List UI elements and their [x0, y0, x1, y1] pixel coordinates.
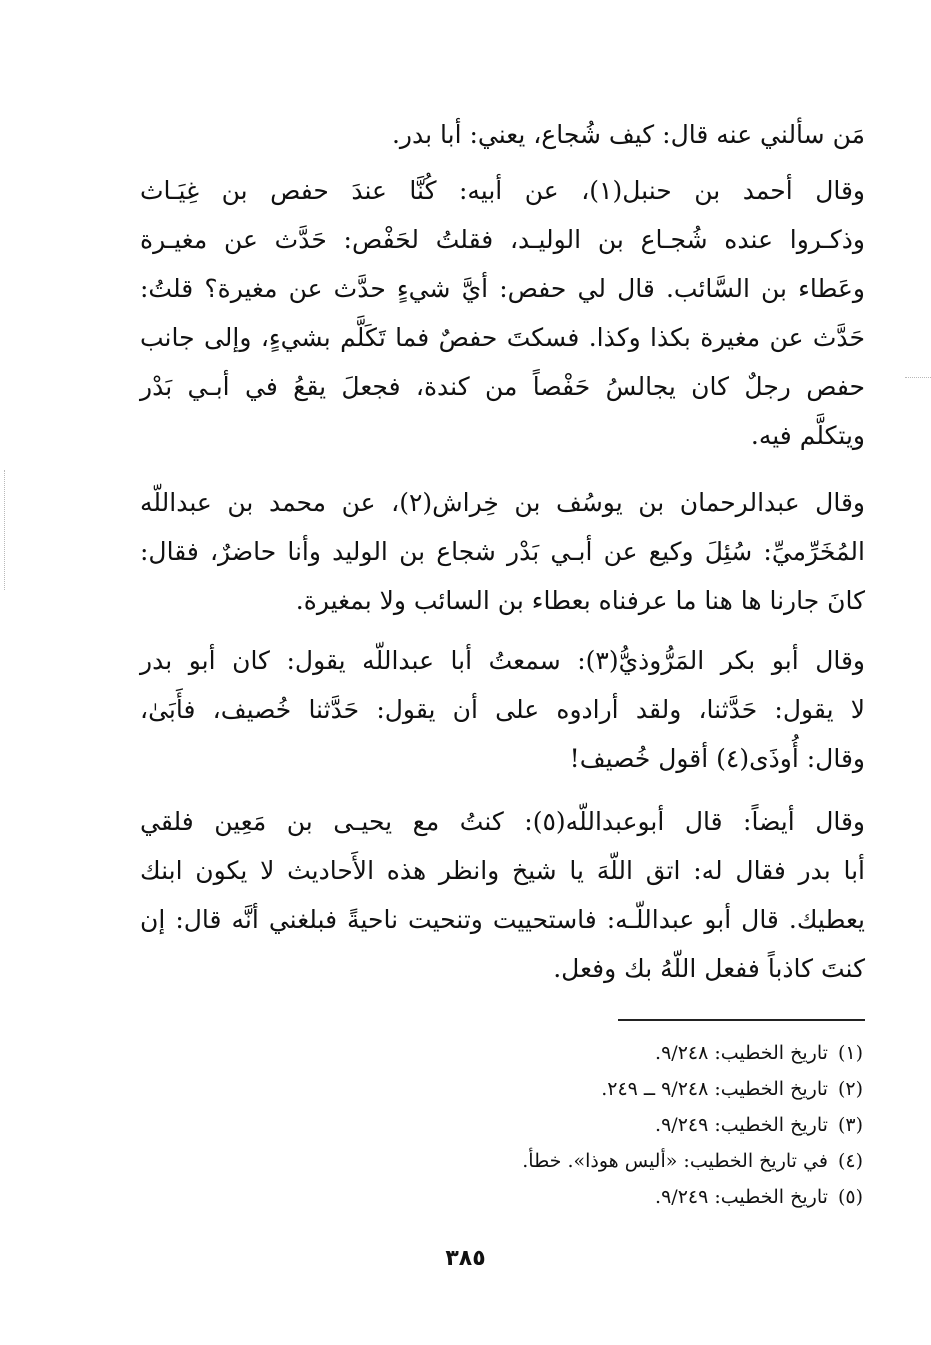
footnote-number: (٢) [837, 1078, 863, 1100]
page-number: ٣٨٥ [445, 1246, 486, 1271]
text-line: وقال أحمد بن حنبل(١)، عن أبيه: كُنَّا عندَ حفص بن غِيَـاث [140, 176, 865, 205]
paragraph-2 [140, 166, 865, 460]
text-line: ويتكلَّم فيه. [750, 421, 865, 450]
footnotes [243, 1035, 863, 1215]
text-line: حفص رجلٌ كان يجالسُ حَفْصاً من كندة، فجعلَ يقعُ في أبـي بَدْر [140, 372, 865, 401]
footnote-text: تاريخ الخطيب: ٩/٢٤٩. [655, 1114, 828, 1136]
footnote-2 [243, 1071, 863, 1107]
text-line: مَن سألني عنه قال: كيف شُجاع، يعني: أبا بدر. [391, 120, 865, 149]
scan-edge-mark [4, 470, 6, 590]
text-line: وعَطاء بن السَّائب. قال لي حفص: أيَّ شيءٍ حدَّث عن مغيرة؟ قلتُ: [140, 274, 865, 303]
footnote-number: (١) [837, 1042, 863, 1064]
text-line: وقال أيضاً: قال أبوعبداللّه(٥): كنتُ مع يحيـى بن مَعِين فلقي [140, 807, 865, 836]
footnote-1 [243, 1035, 863, 1071]
footnote-number: (٥) [837, 1186, 863, 1208]
text-line: وذكـروا عنده شُجـاع بن الوليـد، فقلتُ لحَفْص: حَدَّث عن مغيـرة [140, 225, 865, 254]
text-line: وقال أبو بكر المَرُّوذيُّ(٣): سمعتُ أبا عبداللّه يقول: كان أبو بدر [140, 646, 865, 675]
text-line: يعطيك. قال أبو عبداللّـه: فاستحييت وتنحيت ناحيةً فبلغني أنَّه قال: إن [140, 905, 865, 934]
footnote-text: تاريخ الخطيب: ٩/٢٤٩. [655, 1186, 828, 1208]
footnote-number: (٤) [837, 1150, 863, 1172]
scan-edge-mark [905, 377, 931, 379]
footnote-text: في تاريخ الخطيب: «أليس هوذا». خطأ. [522, 1150, 828, 1172]
text-line: كانَ جارنا ها هنا ما عرفناه بعطاء بن السائب ولا بمغيرة. [295, 586, 865, 615]
text-line: لا يقول: حَدَّثنا، ولقد أرادوه على أن يقول: حَدَّثنا خُصيف، فأَبَىٰ، [140, 695, 865, 724]
footnote-5 [243, 1179, 863, 1215]
footnote-3 [243, 1107, 863, 1143]
footnote-4 [243, 1143, 863, 1179]
paragraph-1 [140, 110, 865, 159]
paragraph-5 [140, 797, 865, 993]
footnote-text: تاريخ الخطيب: ٩/٢٤٨. [655, 1042, 828, 1064]
footnote-separator [618, 1019, 865, 1021]
text-line: المُخَرِّميِّ: سُئِلَ وكيع عن أبـي بَدْر شجاع بن الوليد وأنا حاضرٌ، فقال: [140, 537, 865, 566]
text-line: كنتَ كاذباً ففعل اللّهُ بك وفعل. [553, 954, 865, 983]
paragraph-3 [140, 478, 865, 625]
text-line: وقال عبدالرحمان بن يوسُف بن خِراش(٢)، عن محمد بن عبداللّه [140, 488, 865, 517]
footnote-text: تاريخ الخطيب: ٩/٢٤٨ ــ ٢٤٩. [601, 1078, 828, 1100]
paragraph-4 [140, 636, 865, 783]
footnote-number: (٣) [837, 1114, 863, 1136]
text-line: وقال: أُوذَى(٤) أقول خُصيف! [569, 744, 865, 773]
text-line: أبا بدر فقال له: اتق اللّهَ يا شيخ وانظر هذه الأَحاديث لا يكون ابنك [140, 856, 865, 885]
text-line: حَدَّث عن مغيرة بكذا وكذا. فسكتَ حفصٌ فما تَكَلَّم بشيءٍ، وإلى جانب [140, 323, 865, 352]
